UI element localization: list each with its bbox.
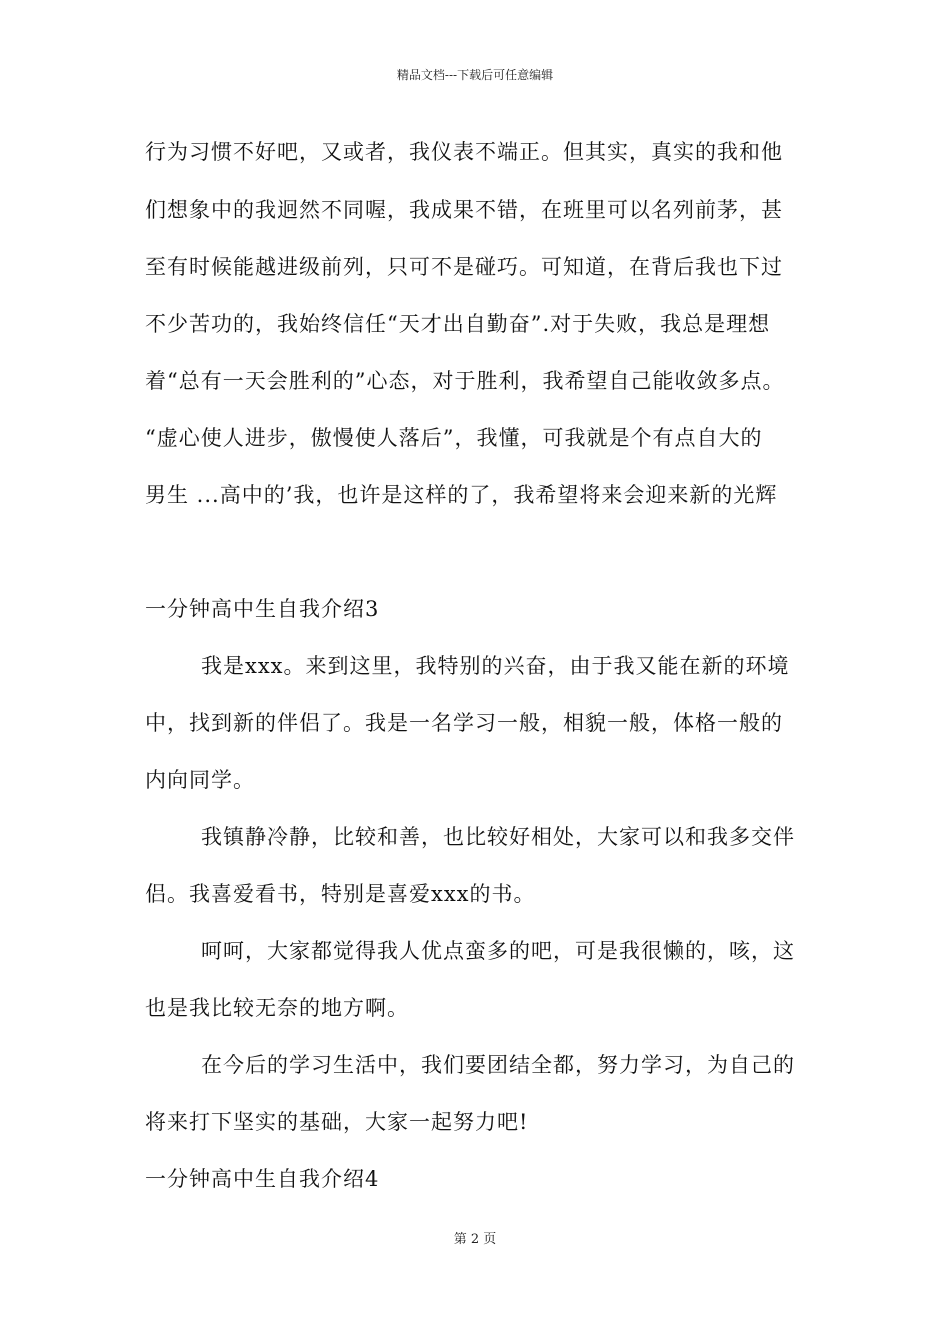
body-line: 行为习惯不好吧，又或者，我仪表不端正。但其实，真实的我和他 [145,140,783,164]
body-line: 至有时候能越进级前列，只可不是碰巧。可知道，在背后我也下过 [145,255,783,279]
body-line: 呵呵，大家都觉得我人优点蛮多的吧，可是我很懒的，咳，这 [201,939,795,963]
page-number: 第 2 页 [453,1232,497,1247]
body-line: 侣。我喜爱看书，特别是喜爱xxx的书。 [145,882,536,906]
body-line: 不少苦功的，我始终信任“天才出自勤奋”.对于失败，我总是理想 [145,312,771,336]
body-line: “虚心使人进步，傲慢使人落后”，我懂，可我就是个有点自大的 [145,426,763,450]
body-line: 着“总有一天会胜利的”心态，对于胜利，我希望自己能收敛多点。 [145,369,785,393]
body-line: 也是我比较无奈的地方啊。 [145,996,409,1020]
body-line: 男生 ...高中的’我，也许是这样的了，我希望将来会迎来新的光辉 [145,483,778,507]
section-heading: 一分钟高中生自我介绍3 [145,597,380,621]
page-header: 精品文档---下载后可任意编辑 [396,68,554,82]
body-line: 中，找到新的伴侣了。我是一名学习一般，相貌一般，体格一般的 [145,711,783,735]
body-line: 我是xxx。来到这里，我特别的兴奋，由于我又能在新的环境 [201,654,790,678]
body-line: 将来打下坚实的基础，大家一起努力吧! [145,1110,529,1134]
body-line: 内向同学。 [145,768,255,792]
section-heading: 一分钟高中生自我介绍4 [145,1167,380,1191]
body-line: 们想象中的我迥然不同喔，我成果不错，在班里可以名列前茅，甚 [145,198,783,222]
body-line: 我镇静冷静，比较和善，也比较好相处，大家可以和我多交伴 [201,825,795,849]
body-line: 在今后的学习生活中，我们要团结全都，努力学习，为自己的 [201,1053,795,1077]
